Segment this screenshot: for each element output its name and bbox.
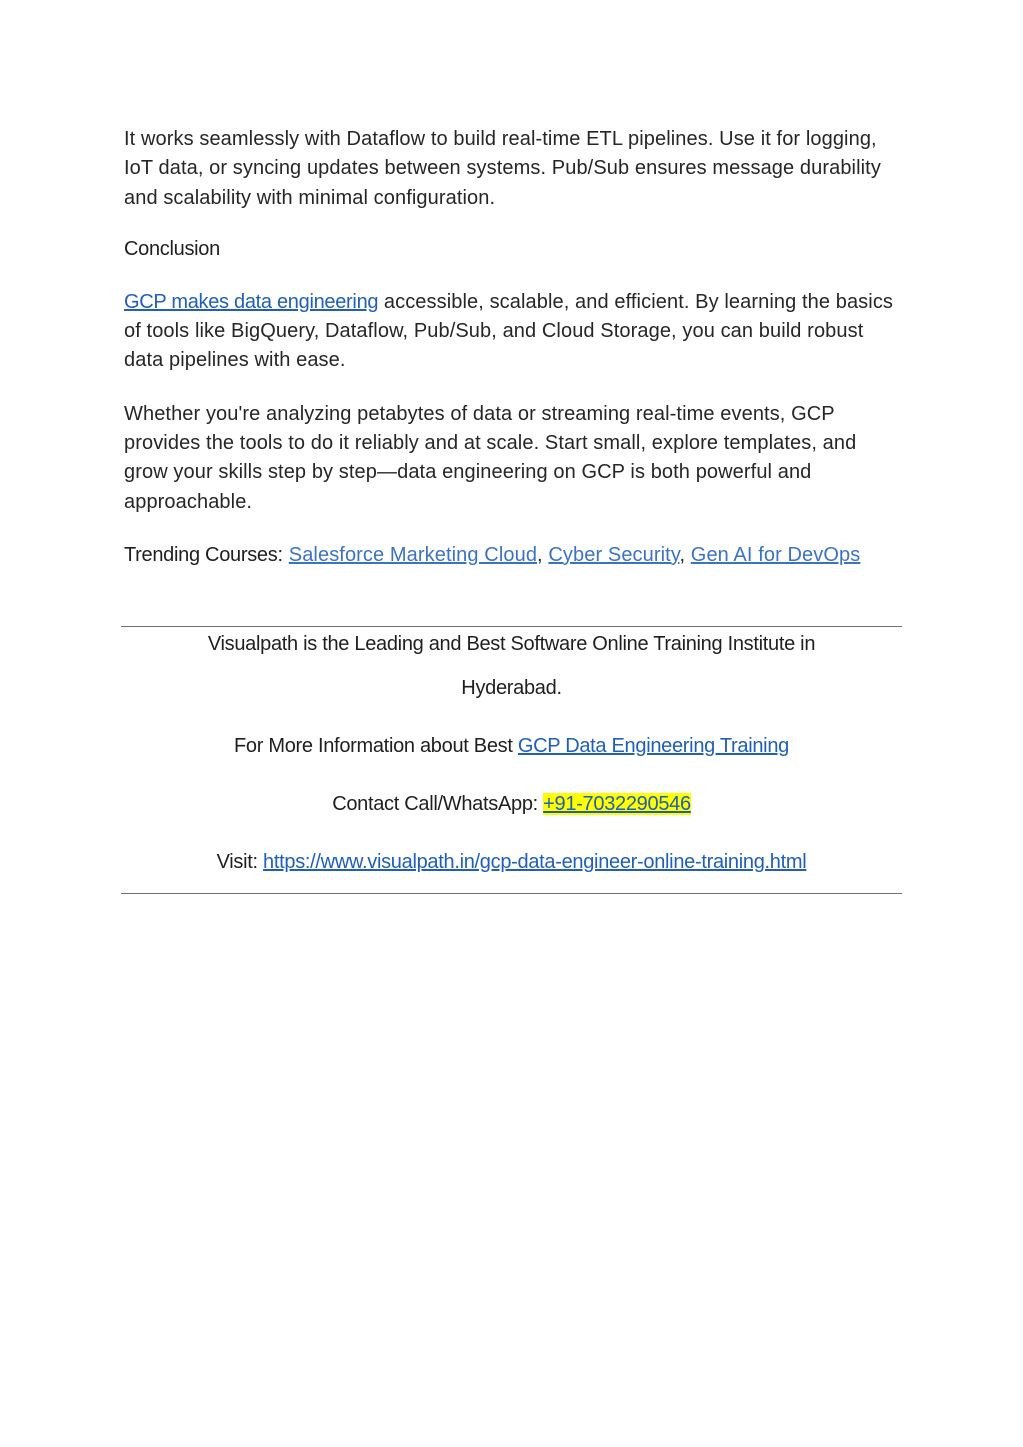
footer-visit-line bbox=[121, 848, 902, 876]
footer-visit-prefix: Visit: bbox=[216, 851, 264, 873]
footer-contact-line bbox=[121, 790, 902, 818]
footer-info-prefix: For More Information about Best bbox=[234, 735, 518, 757]
course-link-salesforce-marketing-cloud[interactable]: Salesforce Marketing Cloud bbox=[288, 543, 538, 566]
footer-contact-prefix: Contact Call/WhatsApp: bbox=[332, 793, 544, 815]
course-link-gen-ai-for-devops[interactable]: Gen AI for DevOps bbox=[690, 543, 861, 566]
conclusion-heading: Conclusion bbox=[124, 237, 220, 260]
phone-link[interactable]: +91-7032290546 bbox=[543, 793, 691, 815]
trending-courses bbox=[124, 541, 894, 570]
conclusion-paragraph-1 bbox=[124, 288, 894, 376]
footer-institute-line: Visualpath is the Leading and Best Software Online Training Institute in bbox=[207, 633, 816, 655]
trending-colon: : bbox=[277, 543, 289, 566]
footer-box bbox=[121, 626, 902, 894]
conclusion-paragraph-1-text: accessible, scalable, and efficient. By learning the basics of tools like BigQuery, Dataflow, Pub/Sub, and Cloud Storage, you can build robust data pipelines with ease. bbox=[124, 290, 894, 372]
gcp-training-link[interactable]: GCP Data Engineering Training bbox=[517, 735, 789, 757]
gcp-data-engineering-link[interactable]: GCP makes data engineering bbox=[124, 290, 379, 313]
course-link-cyber-security[interactable]: Cyber Security bbox=[548, 543, 680, 566]
footer-info-line bbox=[121, 732, 902, 760]
trending-separator: , bbox=[679, 543, 691, 566]
trending-courses-label: Trending Courses bbox=[124, 543, 278, 566]
conclusion-paragraph-2: Whether you're analyzing petabytes of data or streaming real-time events, GCP provides the tools to do it reliably and at scale. Start small, explore templates, and grow your skills step by step—data engineering on GCP is both powerful and approachable. bbox=[124, 402, 857, 513]
visit-url-link[interactable]: https://www.visualpath.in/gcp-data-engineer-online-training.html bbox=[263, 851, 807, 873]
document-body bbox=[124, 125, 894, 570]
footer-city-line: Hyderabad. bbox=[461, 677, 562, 699]
intro-paragraph: It works seamlessly with Dataflow to build real-time ETL pipelines. Use it for logging, IoT data, or syncing updates between systems. Pub/Sub ensures message durability and scalability with minimal configuration. bbox=[124, 128, 881, 209]
trending-separator: , bbox=[537, 543, 549, 566]
